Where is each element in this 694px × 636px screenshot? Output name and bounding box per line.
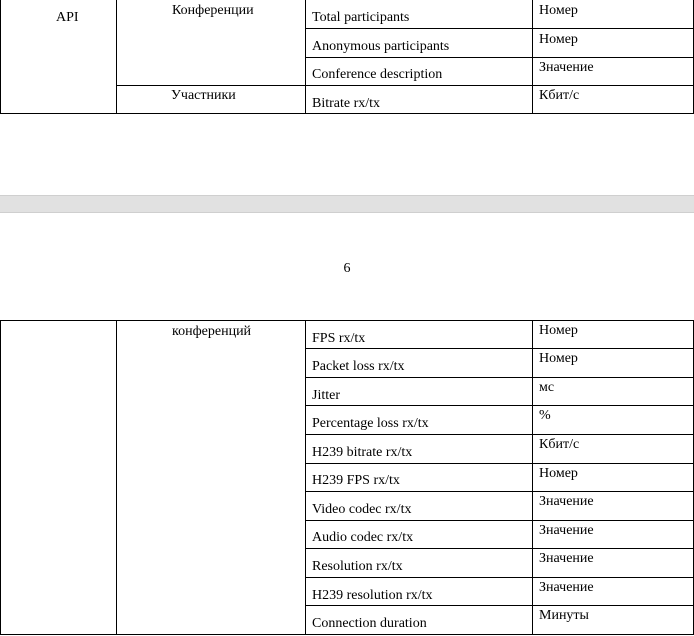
column-divider: [532, 0, 533, 114]
category-label: API: [56, 10, 79, 25]
unit-cell: Номер: [539, 32, 578, 47]
row-divider: [116, 85, 694, 86]
table-left-border: [0, 0, 1, 114]
parameter-cell: Connection duration: [312, 616, 427, 631]
parameter-cell: Anonymous participants: [312, 39, 450, 54]
row-divider: [305, 57, 694, 58]
unit-cell: Минуты: [539, 608, 589, 623]
parameter-cell: FPS rx/tx: [312, 331, 366, 346]
unit-cell: Номер: [539, 466, 578, 481]
unit-cell: Значение: [539, 523, 594, 538]
unit-cell: Значение: [539, 60, 594, 75]
row-divider: [305, 548, 694, 549]
table-bottom-border: [0, 634, 694, 635]
column-divider: [305, 0, 306, 114]
parameter-cell: Conference description: [312, 67, 443, 82]
parameter-cell: H239 FPS rx/tx: [312, 473, 400, 488]
row-divider: [305, 491, 694, 492]
table-left-border: [0, 320, 1, 635]
column-divider: [116, 320, 117, 635]
row-divider: [305, 463, 694, 464]
parameter-cell: Total participants: [312, 10, 410, 25]
unit-cell: Значение: [539, 580, 594, 595]
parameter-cell: H239 bitrate rx/tx: [312, 445, 413, 460]
row-divider: [305, 520, 694, 521]
table-top-border: [0, 320, 694, 321]
parameter-cell: Packet loss rx/tx: [312, 359, 405, 374]
row-divider: [305, 28, 694, 29]
column-divider: [305, 320, 306, 635]
column-divider: [116, 0, 117, 114]
table-bottom-border: [0, 113, 694, 114]
parameter-cell: Jitter: [312, 388, 340, 403]
unit-cell: Кбит/с: [539, 88, 580, 103]
unit-cell: Номер: [539, 3, 578, 18]
row-divider: [305, 377, 694, 378]
page-number: 6: [343, 261, 351, 276]
unit-cell: Номер: [539, 323, 578, 338]
unit-cell: Значение: [539, 551, 594, 566]
row-divider: [305, 605, 694, 606]
unit-cell: Значение: [539, 494, 594, 509]
group-label: Конференции: [172, 3, 254, 18]
row-divider: [305, 348, 694, 349]
unit-cell: мс: [539, 380, 555, 395]
parameter-cell: H239 resolution rx/tx: [312, 588, 433, 603]
row-divider: [305, 577, 694, 578]
parameter-cell: Resolution rx/tx: [312, 559, 403, 574]
page-break: [0, 195, 694, 213]
row-divider: [305, 434, 694, 435]
column-divider: [532, 320, 533, 635]
parameter-cell: Percentage loss rx/tx: [312, 416, 429, 431]
unit-cell: Номер: [539, 351, 578, 366]
group-label: Участники: [171, 88, 236, 103]
group-label: конференций: [172, 324, 252, 339]
parameter-cell: Video codec rx/tx: [312, 502, 412, 517]
unit-cell: Кбит/с: [539, 437, 580, 452]
parameter-cell: Audio codec rx/tx: [312, 530, 414, 545]
parameter-cell: Bitrate rx/tx: [312, 96, 381, 111]
row-divider: [305, 405, 694, 406]
unit-cell: %: [539, 408, 551, 423]
